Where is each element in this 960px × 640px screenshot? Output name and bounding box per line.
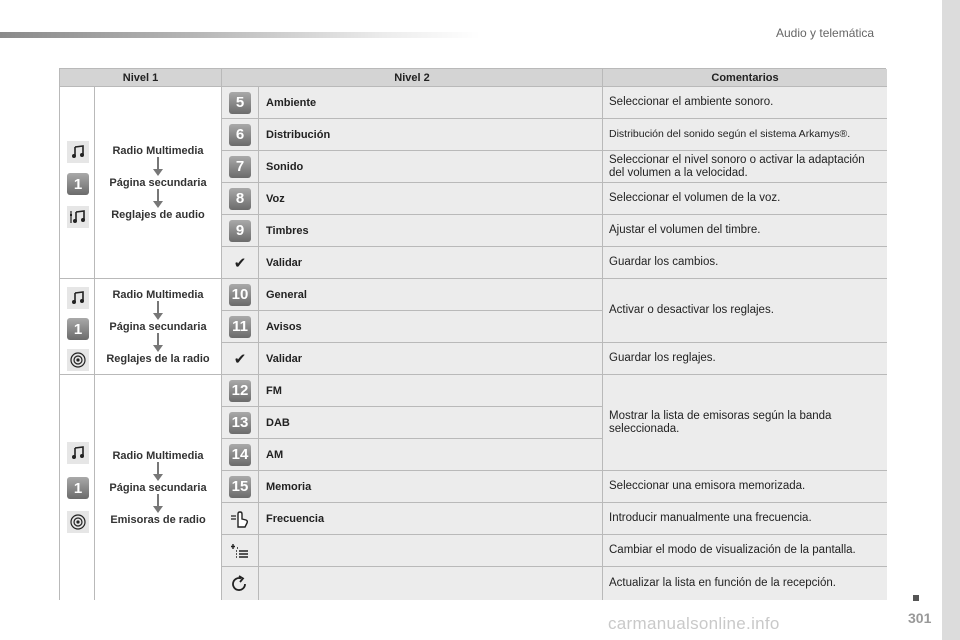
page-number: 301 [908,610,932,626]
group3-path-cell [95,375,222,600]
list-view-icon [230,542,250,560]
column-header-level1: Nivel 1 [60,69,222,87]
marker-cell [222,503,259,535]
path-pagina-secundaria: Página secundaria [109,176,207,189]
path-reglajes-audio: Reglajes de audio [111,208,205,221]
group2-path-cell [95,279,222,375]
radio-station-icon [67,511,89,533]
comment-cell: Guardar los cambios. [603,247,887,279]
comment-cell: Ajustar el volumen del timbre. [603,215,887,247]
marker-cell [222,151,259,183]
step-badge-10: 10 [229,284,251,306]
path-radio-multimedia: Radio Multimedia [112,144,204,157]
step-badge-12: 12 [229,380,251,402]
page-marker [913,595,919,601]
step-badge-7: 7 [229,156,251,178]
audio-settings-icon [67,206,89,228]
step-badge-6: 6 [229,124,251,146]
level2-label: Validar [259,247,603,279]
comment-cell: Seleccionar el nivel sonoro o activar la adaptación del volumen a la velocidad. [603,151,887,183]
level2-label-empty [259,535,603,567]
level2-label: Voz [259,183,603,215]
comment-cell: Distribución del sonido según el sistema Arkamys®. [603,119,887,151]
level2-label: Validar [259,343,603,375]
level2-label: Sonido [259,151,603,183]
settings-table [59,68,886,600]
marker-cell [222,311,259,343]
step-badge-5: 5 [229,92,251,114]
level2-label: Memoria [259,471,603,503]
comment-cell: Seleccionar el ambiente sonoro. [603,87,887,119]
marker-cell [222,375,259,407]
level2-label: Avisos [259,311,603,343]
marker-cell [222,279,259,311]
marker-cell [222,119,259,151]
comment-cell: Seleccionar el volumen de la voz. [603,183,887,215]
path-pagina-secundaria: Página secundaria [109,481,207,494]
arrow-down-icon [152,333,164,353]
path-radio-multimedia: Radio Multimedia [112,449,204,462]
comment-cell: Cambiar el modo de visualización de la pantalla. [603,535,887,567]
radio-settings-icon [67,349,89,371]
marker-cell [222,567,259,600]
marker-cell [222,439,259,471]
group1-icon-cell [60,87,95,279]
shared-comment-cell: Mostrar la lista de emisoras según la banda seleccionada. [603,375,887,471]
step-badge-15: 15 [229,476,251,498]
group1-path-cell [95,87,222,279]
step-badge-13: 13 [229,412,251,434]
marker-cell [222,471,259,503]
music-note-icon [67,287,89,309]
path-reglajes-radio: Reglajes de la radio [106,352,210,365]
checkmark-icon: ✔ [222,343,259,375]
marker-cell [222,535,259,567]
column-header-level2: Nivel 2 [222,69,603,87]
arrow-down-icon [152,189,164,209]
group1-menu-path [95,145,221,221]
level2-label: Distribución [259,119,603,151]
step-badge-14: 14 [229,444,251,466]
arrow-down-icon [152,157,164,177]
group2-icon-cell [60,279,95,375]
level2-label: Frecuencia [259,503,603,535]
section-title: Audio y telemática [776,26,875,40]
page-edge-tab [942,0,960,640]
watermark: carmanualsonline.info [608,614,780,633]
column-header-comments: Comentarios [603,69,887,87]
path-emisoras-radio: Emisoras de radio [110,513,206,526]
arrow-down-icon [152,462,164,482]
step-badge-1: 1 [67,477,89,499]
level2-label-empty [259,567,603,600]
header-decoration-bar [0,32,480,38]
step-badge-1: 1 [67,318,89,340]
level2-label: DAB [259,407,603,439]
arrow-down-icon [152,494,164,514]
comment-cell: Guardar los reglajes. [603,343,887,375]
marker-cell [222,215,259,247]
comment-cell: Seleccionar una emisora memorizada. [603,471,887,503]
group2-menu-path [95,289,221,365]
marker-cell [222,407,259,439]
group3-menu-path [95,450,221,526]
marker-cell [222,183,259,215]
marker-cell [222,87,259,119]
step-badge-11: 11 [229,316,251,338]
music-note-icon [67,442,89,464]
step-badge-8: 8 [229,188,251,210]
level2-label: Timbres [259,215,603,247]
level2-label: General [259,279,603,311]
refresh-icon [230,575,250,593]
path-pagina-secundaria: Página secundaria [109,320,207,333]
arrow-down-icon [152,301,164,321]
step-badge-1: 1 [67,173,89,195]
checkmark-icon: ✔ [222,247,259,279]
level2-label: Ambiente [259,87,603,119]
path-radio-multimedia: Radio Multimedia [112,288,204,301]
group3-icon-cell [60,375,95,600]
hand-icon [230,510,250,528]
comment-cell: Introducir manualmente una frecuencia. [603,503,887,535]
level2-label: FM [259,375,603,407]
step-badge-9: 9 [229,220,251,242]
shared-comment-cell: Activar o desactivar los reglajes. [603,279,887,343]
level2-label: AM [259,439,603,471]
music-note-icon [67,141,89,163]
comment-cell: Actualizar la lista en función de la recepción. [603,567,887,600]
